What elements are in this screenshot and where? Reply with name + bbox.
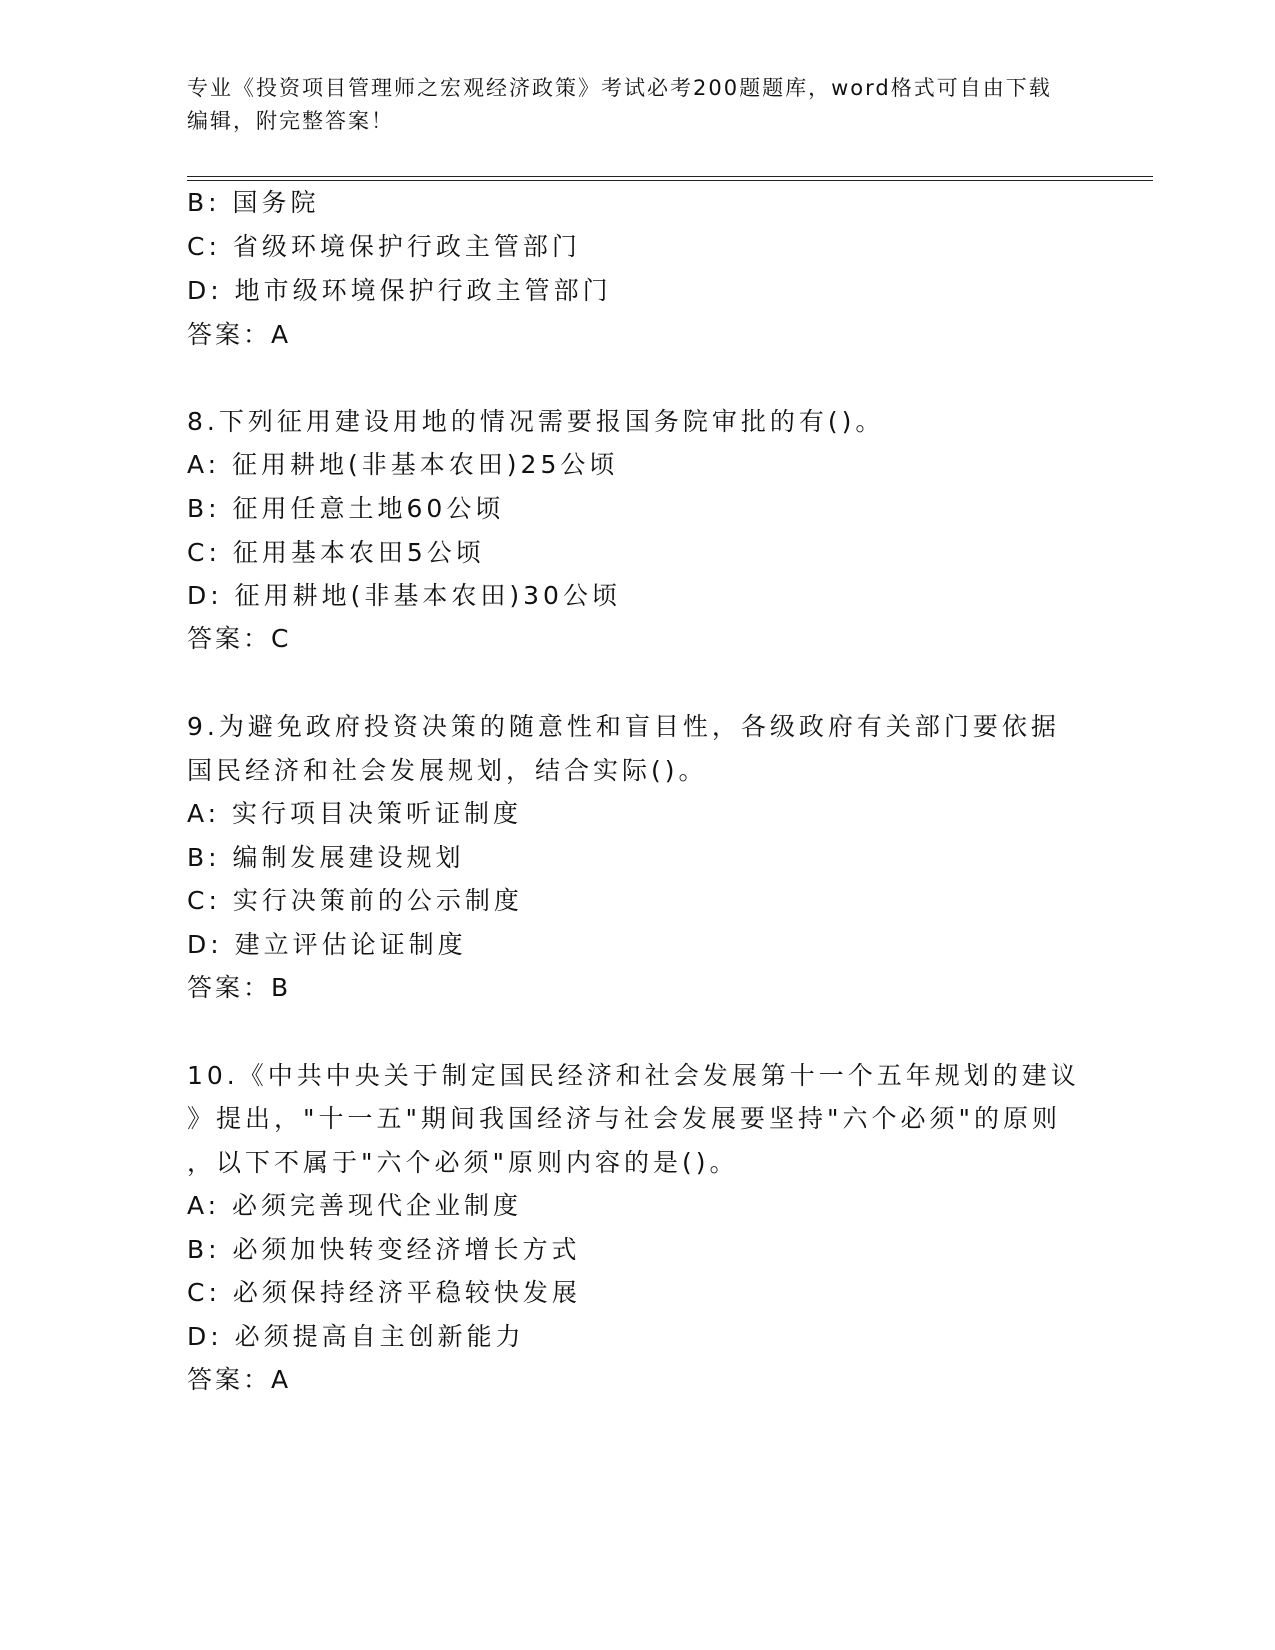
question-line: 8.下列征用建设用地的情况需要报国务院审批的有()。 [187,407,885,436]
question-line: ，以下不属于"六个必须"原则内容的是()。 [187,1148,739,1177]
question-line: 》提出，"十一五"期间我国经济与社会发展要坚持"六个必须"的原则 [187,1104,1061,1133]
option-line: D: 建立评估论证制度 [187,930,467,959]
header-rule-bottom [187,180,1153,181]
option-line: C: 征用基本农田5公顷 [187,538,485,567]
option-line: D: 地市级环境保护行政主管部门 [187,276,612,305]
question-line: 国民经济和社会发展规划，结合实际()。 [187,756,708,785]
option-line: A: 实行项目决策听证制度 [187,799,523,828]
option-line: C: 必须保持经济平稳较快发展 [187,1278,581,1307]
option-line: C: 省级环境保护行政主管部门 [187,232,581,261]
option-line: B: 编制发展建设规划 [187,843,465,872]
question-line: 10.《中共中央关于制定国民经济和社会发展第十一个五年规划的建议 [187,1061,1080,1090]
option-line: B: 国务院 [187,188,320,217]
option-line: B: 征用任意土地60公顷 [187,494,505,523]
answer-line: 答案：A [187,320,292,349]
answer-line: 答案：A [187,1365,292,1394]
question-line: 9.为避免政府投资决策的随意性和盲目性，各级政府有关部门要依据 [187,712,1060,741]
answer-line: 答案：B [187,973,292,1002]
option-line: A: 征用耕地(非基本农田)25公顷 [187,450,619,479]
option-line: C: 实行决策前的公示制度 [187,886,523,915]
option-line: D: 必须提高自主创新能力 [187,1322,525,1351]
answer-line: 答案：C [187,624,292,653]
header-rule-top [187,176,1153,177]
option-line: B: 必须加快转变经济增长方式 [187,1235,581,1264]
option-line: D: 征用耕地(非基本农田)30公顷 [187,581,621,610]
document-header: 专业《投资项目管理师之宏观经济政策》考试必考200题题库，word格式可自由下载编辑，附完整答案！ [187,76,1052,133]
option-line: A: 必须完善现代企业制度 [187,1191,523,1220]
